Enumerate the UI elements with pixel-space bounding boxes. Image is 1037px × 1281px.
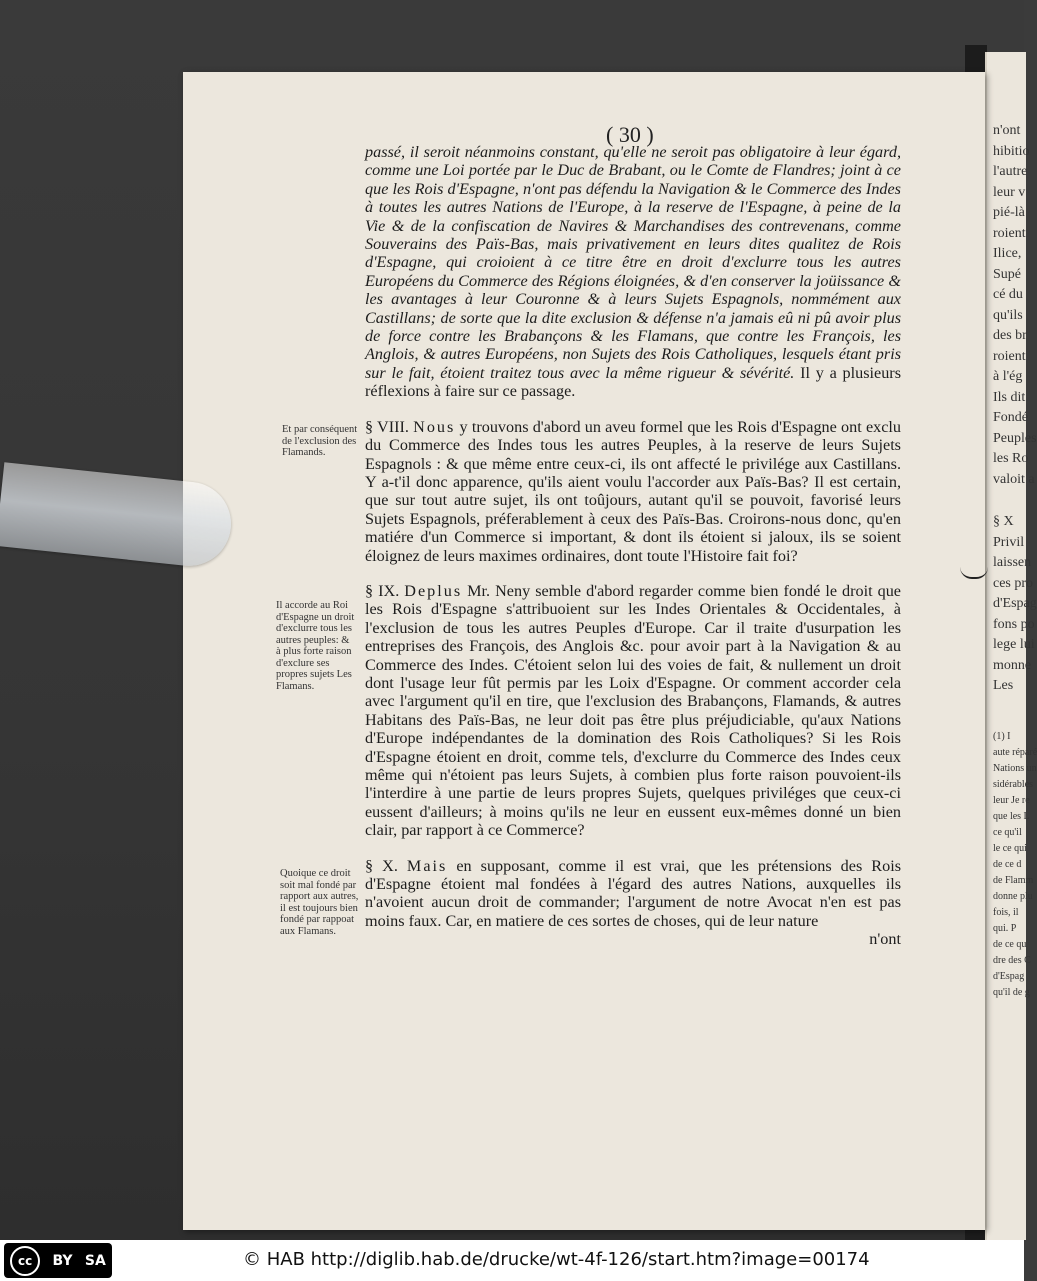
page-body (365, 143, 901, 949)
facing-page-fragment: laissen (993, 555, 1032, 570)
facing-page-fragment: d'Espag (993, 596, 1037, 611)
section-number: § VIII. (365, 417, 409, 436)
facing-page-fragment: roient (993, 225, 1026, 241)
cc-icon: cc (10, 1246, 40, 1276)
section-number: § IX. (365, 581, 400, 600)
quote-tail: Il y a plusieurs réflexions à faire sur ce passage. (365, 363, 901, 401)
facing-page-fragment: pié-là (993, 205, 1025, 220)
facing-page-fragment: fons po (993, 616, 1035, 632)
section-number: § X. (365, 856, 398, 875)
facing-page-fragment: Nations un (993, 762, 1037, 774)
sa-icon: SA (84, 1252, 106, 1269)
quote-text: passé, il seroit néanmoins constant, qu'elle ne seroit pas obligatoire à leur égard, comme une Loi portée par le Duc de Brabant, ou le Comte de Flandres; joint à ce que les Rois d'Espagne, n'ont pas défendu la Navigation & le Commerce des Indes à toutes les autres Nations de l'Europe, à la reserve de l'Espagne, à peine de la Vie & de la confiscation de Navires & Marchandises des contrevenans, comme Souverains des Païs-Bas, mais privativement en leurs dites qualitez de Rois d'Espagne, qui croioient à ce titre être en droit d'exclurre tous les autres Européens du Commerce des Régions éloignées, & d'en conserver la joüissance & les avantages à leur Couronne & à leurs Sujets Espagnols, nommément aux Castillans; de sorte que la dite exclusion & défense n'a jamais eû ni pû avoir plus de force contre les Brabançons & les Flamans, que contre les François, les Anglois, & autres Européens, non Sujets des Rois Catholiques, lesquels étant pris sur le fait, étoient traitez tous avec la même rigueur & sévérité. (365, 143, 901, 382)
credit-link[interactable]: © HAB http://diglib.hab.de/drucke/wt-4f-126/start.htm?image=00174 (243, 1249, 870, 1270)
section-text: en supposant, comme il est vrai, que les prétensions des Rois d'Espagne étoient mal fondées à l'égard des autres Nations, auxquelles ils n'avoient aucun droit de commander; l'argument de notre Avocat n'en est pas moins faux. Car, en matiere de ces sortes de choses, qui de leur nature (365, 856, 901, 930)
facing-page-fragment: § X (993, 514, 1014, 529)
facing-page-fragment: valoit a (993, 471, 1035, 487)
section-lead: Mais (406, 856, 448, 875)
facing-page-fragment: cé du (993, 287, 1023, 302)
section-text: y trouvons d'abord un aveu formel que les Rois d'Espagne ont exclu du Commerce des Indes tous les autres Peuples, à la reserve de leurs Sujets Espagnols : & que même entre ceux-ci, ils ont affecté le privilége aux Castillans. Y a-t'il donc apparence, qu'ils aient voulu l'accorder aux Païs-Bas? Il est certain, que sur tout autre sujet, ils ont toûjours, autant qu'il se pouvoit, favorisé leurs Sujets Espagnols, préferablement à ceux des Païs-Bas. Croirons-nous donc, qu'en matiére d'un Commerce si important, & dont ils étoient si jaloux, ils se soient éloignez de leurs maximes ordinaires, dont toute l'Histoire fait foi? (365, 417, 901, 565)
facing-page-fragment: des br (993, 328, 1027, 343)
section-lead: Deplus (404, 581, 463, 600)
facing-page-fragment: le ce qui (993, 842, 1027, 854)
section-viii (365, 418, 901, 565)
facing-page-fragment: aute réparé (993, 746, 1037, 758)
facing-page-fragment: n'ont (993, 123, 1021, 138)
section-ix (365, 582, 901, 840)
facing-page-fragment: Supé (993, 266, 1021, 282)
facing-page-fragment: de Flamm (993, 874, 1034, 886)
facing-page-fragment: sidérables (993, 778, 1033, 790)
page-number: ( 30 ) (606, 122, 654, 147)
section-text: Mr. Neny semble d'abord regarder comme bien fondé le droit que les Rois d'Espagne s'attribuoient sur les Indes Orientales & Occidentales, à l'exclusion de tous les autres Peuples d'Europe. Car il traite d'usurpation les entreprises des François, des Anglois &c. pour avoir part à la Navigation & au Commerce des Indes. C'étoient selon lui des voies de fait, & nullement un droit dont l'usage leur fût permis par les Loix d'Espagne. Or comment accorder cela avec l'argument qu'il en tire, que l'exclusion des Brabançons, Flamands, & autres Habitans des Païs-Bas, ne leur doit pas être plus préjudiciable, qu'aux Nations d'Europe indépendantes de la domination des Rois Catholiques? Si les Rois d'Espagne étoient en droit, comme tels, d'exclurre du Commerce des Indes ceux même qui n'étoient pas leurs Sujets, à combien plus forte raison pouvoient-ils l'interdire à une partie de leurs propres Sujets, quelques priviléges que ceux-ci eussent d'ailleurs; à moins qu'ils ne leur en eussent eux-mêmes donné un bien clair, par rapport à ce Commerce? (365, 581, 901, 840)
facing-page-fragment: ce qu'il (993, 826, 1022, 838)
facing-page-fragment: qu'ils (993, 307, 1023, 323)
facing-page-fragment: Fondé (993, 410, 1028, 425)
facing-page-fragment: les Ro (993, 451, 1029, 466)
facing-page-fragment: ces pro (993, 575, 1034, 591)
facing-page-fragment: Les (993, 678, 1014, 693)
facing-page-fragment: monne (993, 657, 1032, 673)
facing-page-fragment: d'Espag (993, 970, 1025, 982)
facing-page-fragment: de ce qu (993, 938, 1027, 950)
facing-page-fragment: Ils dit (993, 389, 1026, 405)
margin-note-x: Quoique ce droit soit mal fondé par rapport aux autres, il est toujours bien fondé par rappoat aux Flamans. (280, 868, 359, 937)
margin-note-ix: Il accorde au Roi d'Espagne un droit d'exclurre tous les autres peuples: & à plus forte raison d'exclure ses propres sujets Les Flamans. (276, 600, 355, 692)
facing-page-fragment: de ce d (993, 858, 1022, 870)
margin-note-viii: Et par conséquent de l'exclusion des Flamands. (282, 424, 358, 458)
catchword: n'ont (869, 930, 901, 949)
facing-page-fragment: leur Je re (993, 794, 1030, 806)
facing-page-fragment: lege lui (993, 637, 1035, 652)
quote-paragraph (365, 143, 901, 401)
facing-page-fragment: (1) I (993, 730, 1011, 742)
facing-page-fragment: qu'il de g (993, 986, 1030, 998)
facing-page-fragment: Privil (993, 534, 1025, 550)
facing-page-fragment: Ilice, (993, 246, 1022, 261)
facing-page-fragment: fois, il (993, 906, 1019, 918)
cc-license-badge[interactable] (4, 1243, 112, 1278)
facing-page-fragment: leur v (993, 184, 1026, 200)
by-icon: BY (52, 1252, 73, 1269)
facing-page-fragment: qui. P (993, 922, 1017, 934)
facing-page-fragment: à l'ég (993, 369, 1023, 384)
facing-page-fragment: que les L (993, 810, 1030, 822)
facing-page-fragment: donne plu (993, 890, 1033, 902)
section-lead: Nous (413, 417, 456, 436)
facing-page-fragment: l'autre (993, 164, 1028, 179)
facing-page-fragment: roient (993, 348, 1026, 364)
facing-page-edge (985, 52, 1037, 1240)
facing-page-fragment: Peuples (993, 430, 1037, 446)
section-x (365, 857, 901, 931)
facing-page-fragment: hibitio (993, 143, 1030, 159)
facing-page-fragment: dre des C (993, 954, 1031, 966)
